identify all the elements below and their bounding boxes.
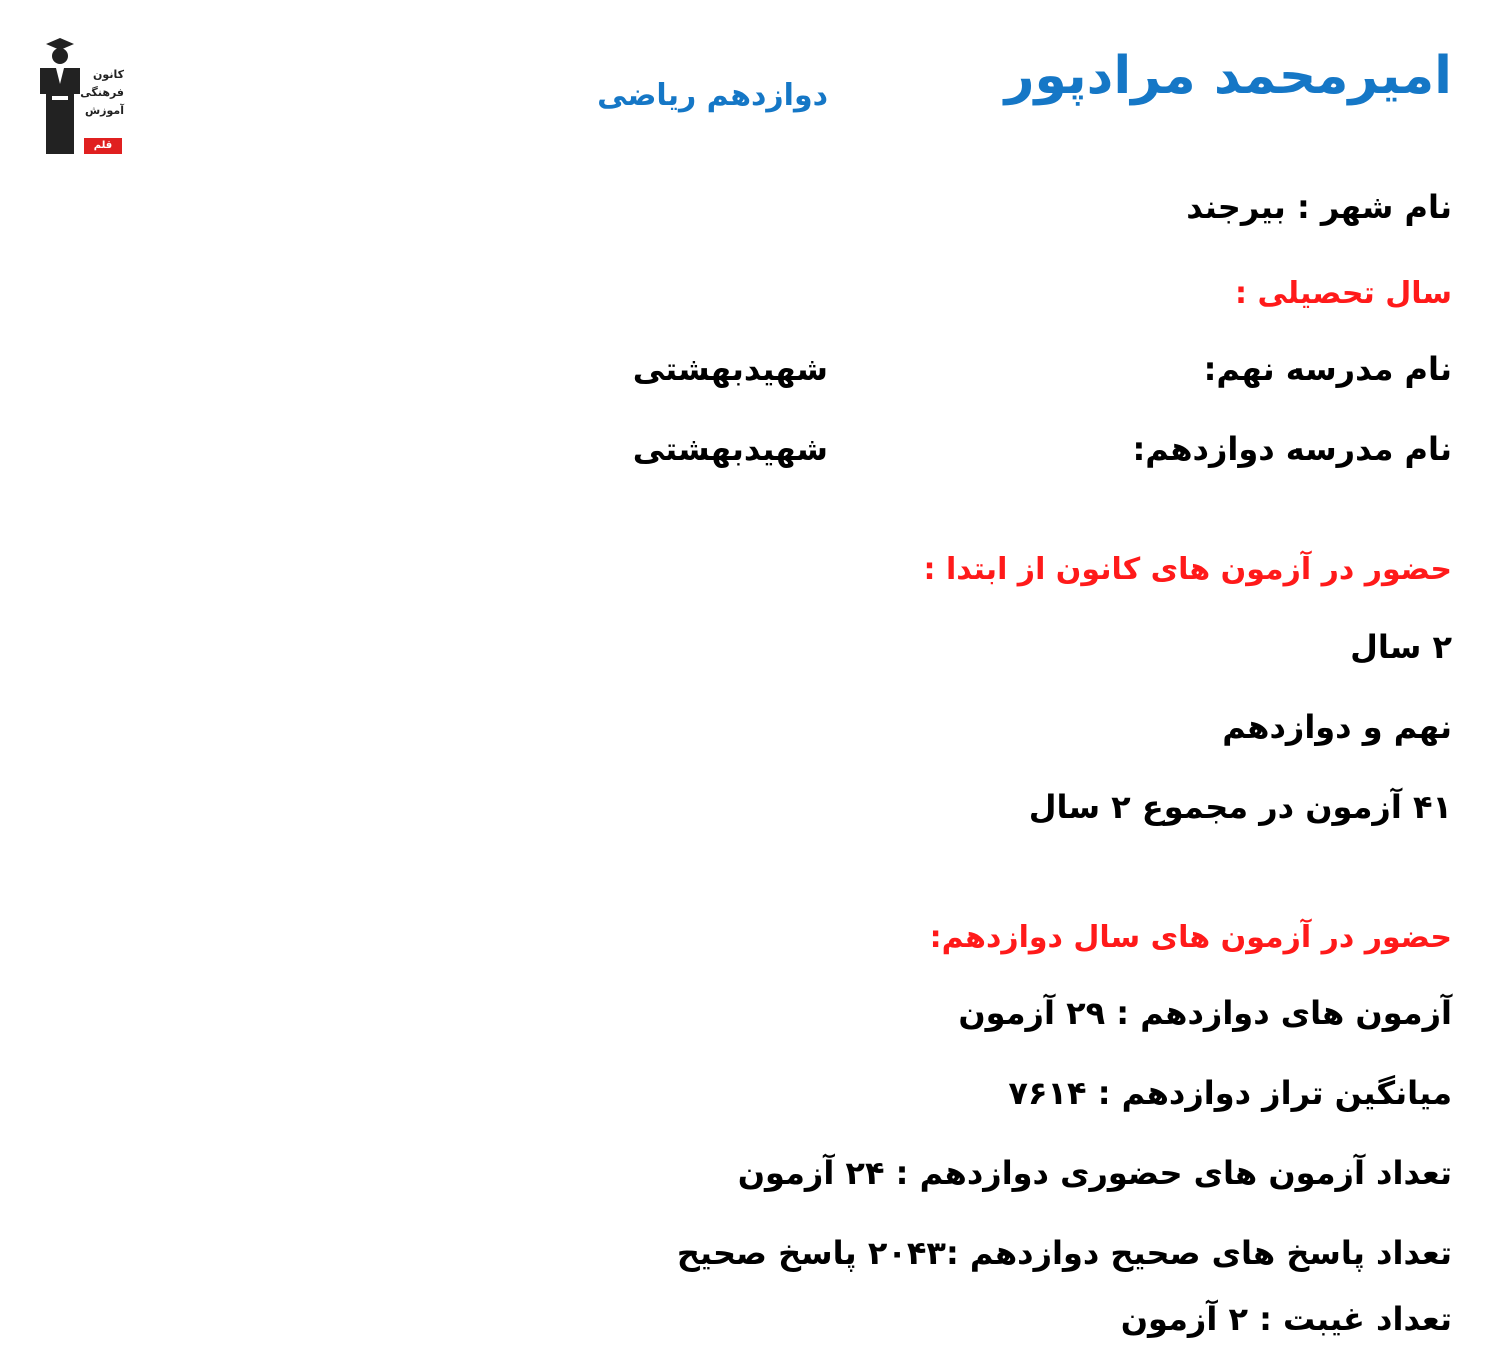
school-12-value: شهیدبهشتی <box>632 430 828 468</box>
academic-year-label: سال تحصیلی : <box>1235 276 1452 311</box>
logo-line-1: کانون <box>93 68 124 81</box>
student-name: امیرمحمد مرادپور <box>1004 46 1452 106</box>
city-line: نام شهر : بیرجند <box>1186 188 1452 226</box>
logo-line-2: فرهنگی <box>80 86 124 99</box>
attendance-years: ۲ سال <box>1350 628 1452 666</box>
absences-line: تعداد غیبت : ۲ آزمون <box>1120 1300 1452 1338</box>
graduate-figure-icon <box>34 36 84 154</box>
attendance-total-heading: حضور در آزمون های کانون از ابتدا : <box>923 552 1452 587</box>
grade-label: دوازدهم ریاضی <box>597 78 828 113</box>
logo-text <box>80 66 124 120</box>
school-9-label: نام مدرسه نهم: <box>1203 350 1452 388</box>
kanoon-logo <box>34 36 124 167</box>
attendance-grades: نهم و دوازدهم <box>1222 708 1452 746</box>
school-12-label: نام مدرسه دوازدهم: <box>1132 430 1452 468</box>
exams-12-line: آزمون های دوازدهم : ۲۹ آزمون <box>958 994 1452 1032</box>
attendance-exams-total: ۴۱ آزمون در مجموع ۲ سال <box>1028 788 1452 826</box>
avg-taraz-line: میانگین تراز دوازدهم : ۷۶۱۴ <box>1008 1074 1452 1112</box>
attendance-12-heading: حضور در آزمون های سال دوازدهم: <box>929 920 1452 955</box>
school-9-value: شهیدبهشتی <box>632 350 828 388</box>
correct-answers-line: تعداد پاسخ های صحیح دوازدهم :۲۰۴۳ پاسخ صحیح <box>676 1234 1452 1272</box>
in-person-exams-line: تعداد آزمون های حضوری دوازدهم : ۲۴ آزمون <box>737 1154 1452 1192</box>
logo-line-3: آموزش <box>85 104 124 117</box>
logo-badge: قلم چی <box>84 138 122 154</box>
